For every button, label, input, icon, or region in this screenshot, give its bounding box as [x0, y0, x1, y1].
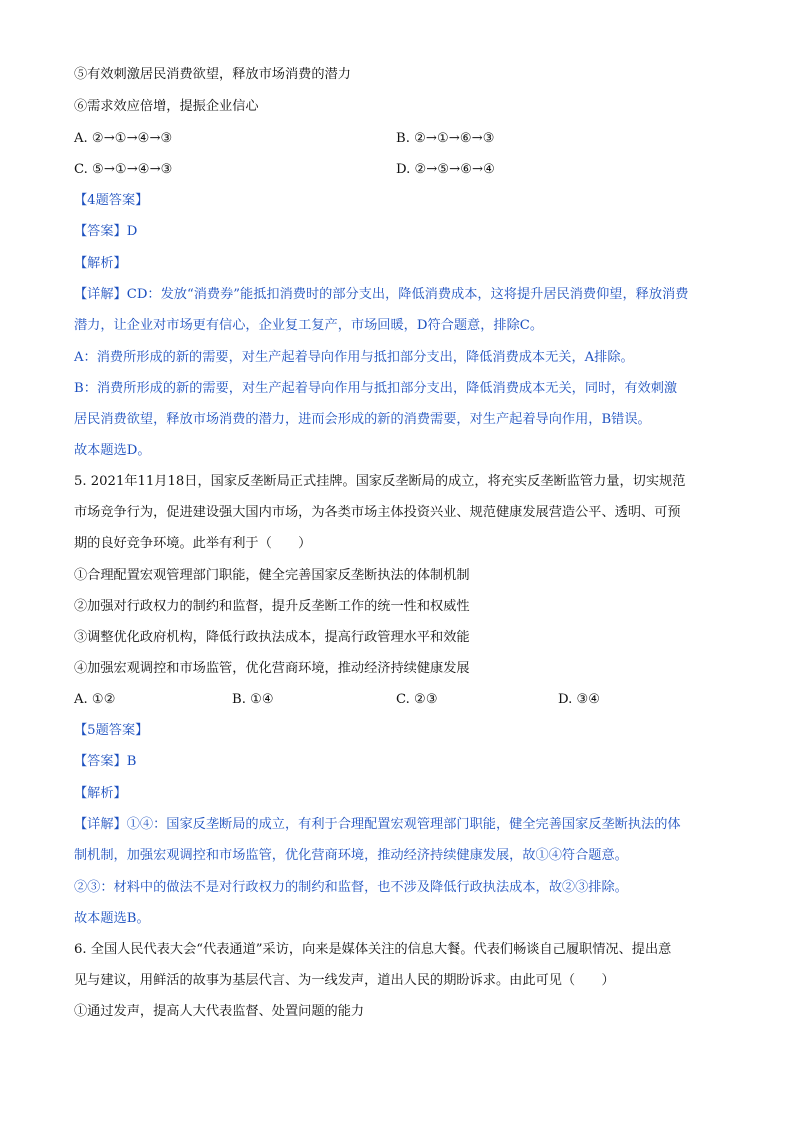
q5-explanation-line: ②③：材料中的做法不是对行政权力的制约和监督，也不涉及降低行政执法成本，故②③排除。	[74, 880, 628, 895]
q4-answer: 【答案】D	[74, 224, 138, 239]
q4-option-d: D. ②→⑤→⑥→④	[396, 162, 495, 177]
q5-item-4: ④加强宏观调控和市场监管，优化营商环境，推动经济持续健康发展	[74, 661, 470, 676]
q4-option-c: C. ⑤→①→④→③	[74, 162, 173, 177]
q6-stem-line: 6. 全国人民代表大会“代表通道”采访，向来是媒体关注的信息大餐。代表们畅谈自己履职情况、提出意	[74, 942, 672, 957]
q4-item-5: ⑤有效刺激居民消费欲望，释放市场消费的潜力	[74, 67, 351, 82]
q5-option-d: D. ③④	[558, 692, 601, 707]
q5-stem-line: 市场竞争行为，促进建设强大国内市场，为各类市场主体投资兴业、规范健康发展营造公平、透明、可预	[74, 505, 681, 520]
q5-options-row	[74, 691, 724, 709]
q5-item-2: ②加强对行政权力的制约和监督，提升反垄断工作的统一性和权威性	[74, 599, 470, 614]
q5-item-1: ①合理配置宏观管理部门职能，健全完善国家反垄断执法的体制机制	[74, 568, 470, 583]
q4-options-row-1	[74, 130, 724, 148]
q5-item-3: ③调整优化政府机构，降低行政执法成本，提高行政管理水平和效能	[74, 630, 470, 645]
q4-explanation-line: 潜力，让企业对市场更有信心，企业复工复产，市场回暖，D符合题意，排除C。	[74, 318, 544, 333]
q5-analysis-header: 【解析】	[74, 786, 127, 801]
q4-answer-header: 【4题答案】	[74, 193, 149, 208]
q4-explanation-line: A：消费所形成的新的需要，对生产起着导向作用与抵扣部分支出，降低消费成本无关，A排除。	[74, 350, 634, 365]
q5-answer: 【答案】B	[74, 754, 137, 769]
q4-explanation-line: B：消费所形成的新的需要，对生产起着导向作用与抵扣部分支出，降低消费成本无关，同时，有效刺激	[74, 381, 678, 396]
q4-explanation-line: 居民消费欲望，释放市场消费的潜力，进而会形成的新的消费需要，对生产起着导向作用，B错误。	[74, 412, 651, 427]
q5-option-b: B. ①④	[232, 692, 274, 707]
q4-explanation-line: 【详解】CD：发放“消费券”能抵扣消费时的部分支出，降低消费成本，这将提升居民消费仰望，释放消费	[74, 287, 689, 302]
q5-explanation-line: 【详解】①④：国家反垄断局的成立，有利于合理配置宏观管理部门职能，健全完善国家反垄断执法的体	[74, 817, 681, 832]
q4-option-a: A. ②→①→④→③	[74, 131, 173, 146]
q4-option-b: B. ②→①→⑥→③	[396, 131, 495, 146]
q4-item-6: ⑥需求效应倍增，提振企业信心	[74, 99, 259, 114]
q5-answer-header: 【5题答案】	[74, 723, 149, 738]
q4-analysis-header: 【解析】	[74, 256, 127, 271]
q6-stem-line: 见与建议，用鲜活的故事为基层代言、为一线发声，道出人民的期盼诉求。由此可见（ ）	[74, 973, 615, 988]
q5-stem-line: 期的良好竞争环境。此举有利于（ ）	[74, 536, 312, 551]
q5-explanation-line: 制机制，加强宏观调控和市场监管，优化营商环境，推动经济持续健康发展，故①④符合题意。	[74, 848, 628, 863]
q4-options-row-2	[74, 161, 724, 179]
q5-explanation-line: 故本题选B。	[74, 911, 150, 926]
q6-item-1: ①通过发声，提高人大代表监督、处置问题的能力	[74, 1004, 365, 1019]
q5-option-c: C. ②③	[396, 692, 438, 707]
q5-stem-line: 5. 2021年11月18日，国家反垄断局正式挂牌。国家反垄断局的成立，将充实反垄断监管力量，切实规范	[74, 474, 686, 489]
q5-option-a: A. ①②	[74, 692, 116, 707]
q4-explanation-line: 故本题选D。	[74, 443, 151, 458]
